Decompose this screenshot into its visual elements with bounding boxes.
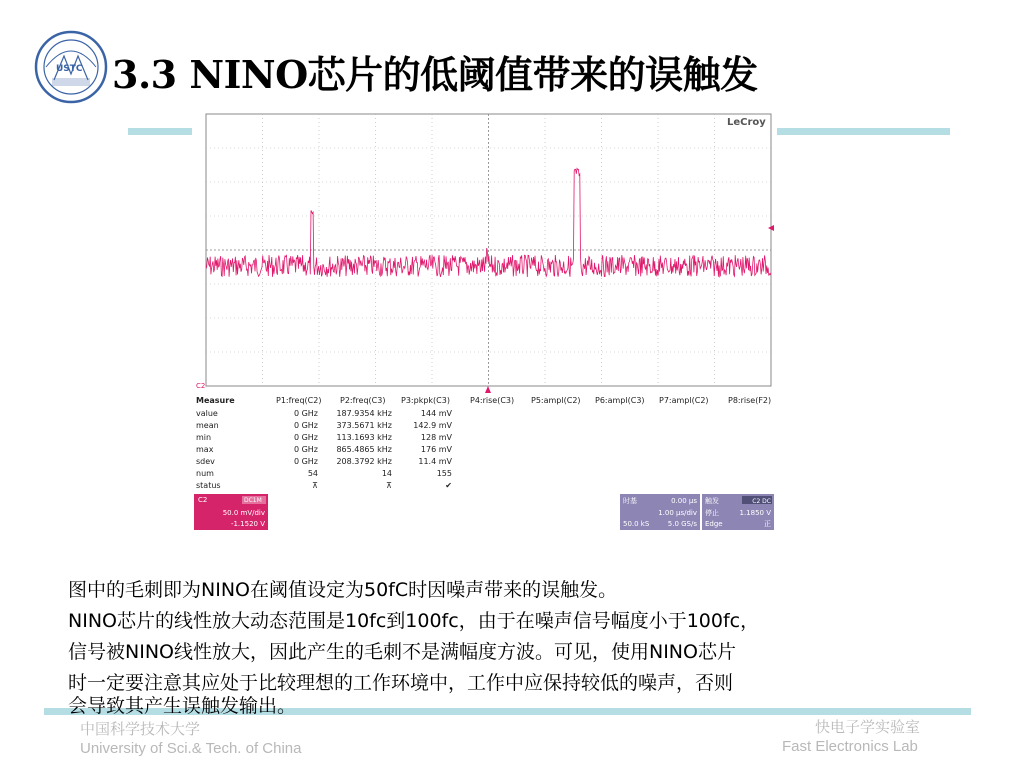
ustc-logo — [34, 30, 108, 104]
trigger-type: Edge — [705, 520, 723, 528]
oscilloscope-screenshot — [194, 112, 777, 532]
row-p1: 0 GHz — [293, 409, 318, 418]
measure-header-p6: P6:ampl(C3) — [595, 396, 645, 405]
title-rule-left — [128, 128, 192, 135]
measure-header-p7: P7:ampl(C2) — [659, 396, 709, 405]
table-row — [196, 445, 453, 454]
row-p1: 54 — [307, 469, 318, 478]
row-p3: 142.9 mV — [413, 421, 452, 430]
row-p2: 373.5671 kHz — [336, 421, 392, 430]
trigger-label: 触发 — [705, 497, 719, 505]
row-p2: 208.3792 kHz — [336, 457, 392, 466]
row-p1: 0 GHz — [293, 445, 318, 454]
row-p3: ✔ — [445, 481, 452, 490]
measure-header-p3: P3:pkpk(C3) — [401, 396, 450, 405]
row-p2: ⊼ — [386, 481, 392, 490]
trigger-level: 1.1850 V — [739, 509, 771, 517]
table-row — [196, 421, 453, 430]
timebase-label: 时基 — [623, 497, 637, 505]
row-label: value — [196, 409, 218, 418]
measure-header-p8: P8:rise(F2) — [728, 396, 772, 405]
row-p2: 187.9354 kHz — [336, 409, 392, 418]
row-p2: 14 — [381, 469, 392, 478]
table-row — [196, 469, 452, 478]
caption-line: 时一定要注意其应处于比较理想的工作环境中，工作中应保持较低的噪声，否则 — [68, 672, 734, 694]
oscilloscope-display — [194, 112, 777, 532]
channel-coupling: DC1M — [244, 497, 262, 504]
title-rule-right — [777, 128, 950, 135]
timebase-rate: 5.0 GS/s — [667, 520, 697, 528]
row-label: max — [196, 445, 214, 454]
row-p3: 11.4 mV — [418, 457, 452, 466]
channel-marker: C2 — [196, 382, 206, 390]
footer-left-en: University of Sci.& Tech. of China — [80, 740, 302, 757]
footer-right-en: Fast Electronics Lab — [782, 738, 918, 755]
row-p1: 0 GHz — [293, 457, 318, 466]
measurement-table — [196, 396, 771, 490]
measure-header-p5: P5:ampl(C2) — [531, 396, 581, 405]
table-row — [196, 481, 452, 490]
row-p2: 113.1693 kHz — [336, 433, 392, 442]
table-row — [196, 433, 453, 442]
channel-name: C2 — [198, 496, 208, 504]
footer-left-cn: 中国科学技术大学 — [80, 721, 201, 738]
channel-c2-box — [194, 494, 268, 530]
measure-header-p4: P4:rise(C3) — [470, 396, 515, 405]
slide-title: 3.3 NINO芯片的低阈值带来的误触发 — [112, 52, 758, 97]
timebase-tdiv: 1.00 μs/div — [658, 509, 697, 517]
timebase-delay: 0.00 μs — [671, 497, 697, 505]
timebase-samples: 50.0 kS — [623, 520, 650, 528]
measure-header-label: Measure — [196, 396, 235, 405]
trigger-position-marker — [485, 386, 491, 393]
measure-header-p1: P1:freq(C2) — [276, 396, 322, 405]
trigger-source: C2 DC — [752, 498, 771, 505]
row-p3: 144 mV — [420, 409, 452, 418]
caption-line: 会导致其产生误触发输出。 — [68, 695, 297, 717]
row-label: status — [196, 481, 221, 490]
caption-line: 图中的毛刺即为NINO在阈值设定为50fC时因噪声带来的误触发。 — [68, 579, 618, 601]
scope-brand: LeCroy — [727, 117, 766, 128]
row-p3: 155 — [436, 469, 452, 478]
trigger-mode: 停止 — [705, 509, 719, 517]
trigger-box — [702, 494, 774, 530]
timebase-box — [620, 494, 700, 530]
row-label: mean — [196, 421, 219, 430]
row-label: min — [196, 433, 212, 442]
row-p1: 0 GHz — [293, 421, 318, 430]
caption-text — [68, 575, 968, 722]
row-p3: 128 mV — [420, 433, 452, 442]
channel-vdiv: 50.0 mV/div — [222, 509, 265, 517]
caption-line: 信号被NINO线性放大，因此产生的毛刺不是满幅度方波。可见，使用NINO芯片 — [68, 641, 736, 663]
logo-text: USTC — [56, 64, 83, 74]
caption-line: NINO芯片的线性放大动态范围是10fc到100fc，由于在噪声信号幅度小于100fc， — [68, 610, 760, 632]
row-label: num — [196, 469, 214, 478]
row-p1: 0 GHz — [293, 433, 318, 442]
measure-header-p2: P2:freq(C3) — [340, 396, 386, 405]
row-label: sdev — [196, 457, 215, 466]
row-p2: 865.4865 kHz — [336, 445, 392, 454]
trigger-slope: 正 — [764, 520, 771, 528]
row-p3: 176 mV — [420, 445, 452, 454]
table-row — [196, 457, 453, 466]
channel-offset: -1.1520 V — [230, 520, 265, 528]
footer-right-cn: 快电子学实验室 — [815, 719, 921, 736]
table-row — [196, 409, 453, 418]
row-p1: ⊼ — [312, 481, 318, 490]
